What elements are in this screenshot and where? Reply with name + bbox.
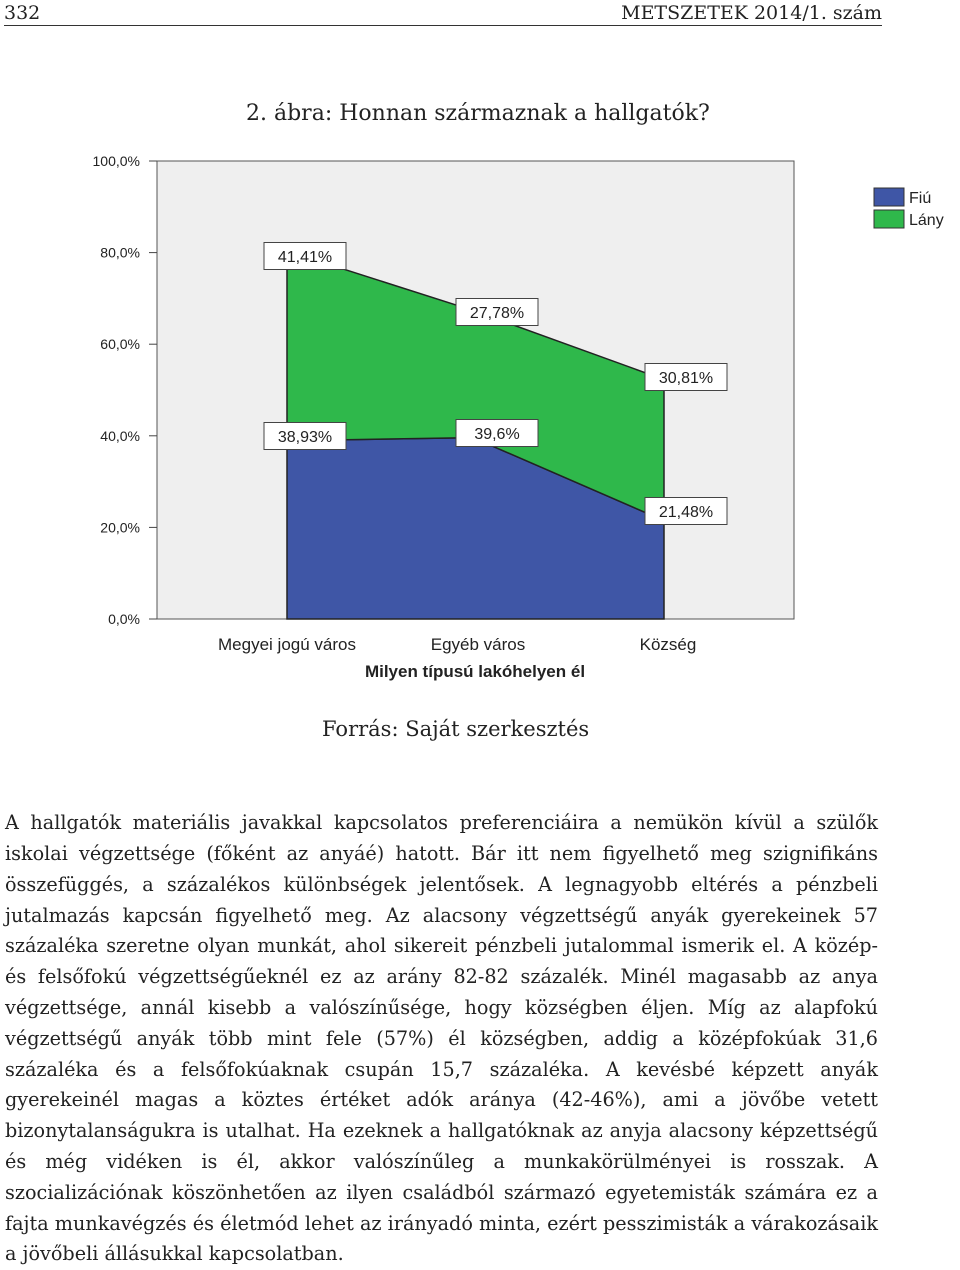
data-label-lany: 30,81% [658,370,714,387]
figure-caption: 2. ábra: Honnan származnak a hallgatók? [246,101,710,126]
y-tick-label: 0,0% [108,611,140,627]
body-paragraph: A hallgatók materiális javakkal kapcsolatos preferenciáira a nemükön kívül a szülők iskolai végzettsége (főként az anyáé) hatott. Bár itt nem figyelhető meg szignifikáns összefüggés, a százalékos különbségek jelentősek. A legnagyobb eltérés a pénzbeli jutalmazás kapcsán figyelhető meg. Az alacsony végzettségű anyák gyerekeinek 57 százaléka szeretne olyan munkát, ahol sikereit pénzbeli jutalommal ismerik el. A közép- és felsőfokú végzettségűeknél ez az arány 82-82 százalék. Minél magasabb az anya végzettsége, annál kisebb a valószínűsége, hogy községben éljen. Míg az alapfokú végzettségű anyák több mint fele (57%) él községben, addig a középfokúak 31,6 százaléka és a felsőfokúaknak csupán 15,7 százaléka. A kevésbé képzett anyák gyerekeinél magas a köztes értéket adók aránya (42-46%), ami a jövőbe vetett bizonytalanságukra is utalhat. Ha ezeknek a hallgatóknak az anyja alacsony képzettségű és még vidéken is él, akkor valószínűleg a munkakörülményei is rosszak. A szocializációnak köszönhetően az ilyen családból származó egyetemisták számára ez a fajta munkavégzés és életmód lehet az irányadó minta, ezért pesszimisták a várakozásaik a jövőbeli állásukkal kapcsolatban. [5,811,878,1266]
y-tick-label: 60,0% [100,336,140,353]
y-tick-label: 20,0% [100,519,140,536]
x-category-label: Község [639,635,697,654]
page-header [0,0,960,36]
y-tick-label: 40,0% [100,427,140,444]
header-rule [4,25,882,26]
figure-source: Forrás: Saját szerkesztés [322,717,590,741]
legend-label: Fiú [909,190,932,207]
x-axis-title: Milyen típusú lakóhelyen él [364,662,586,681]
running-title: METSZETEK 2014/1. szám [621,2,882,24]
page-number: 332 [4,2,41,24]
x-category-label: Megyei jogú város [218,635,356,654]
legend-swatch [874,188,904,206]
data-label-fiu: 21,48% [658,504,714,521]
data-label-fiu: 38,93% [277,429,333,446]
data-label-fiu: 39,6% [474,426,520,443]
data-label-lany: 41,41% [277,249,333,266]
legend-label: Lány [909,212,944,229]
stacked-area-chart [0,140,960,700]
y-tick-label: 100,0% [92,153,140,169]
y-tick-label: 80,0% [100,244,140,261]
x-category-label: Egyéb város [430,635,526,654]
data-label-lany: 27,78% [469,305,525,322]
legend-swatch [874,210,904,228]
